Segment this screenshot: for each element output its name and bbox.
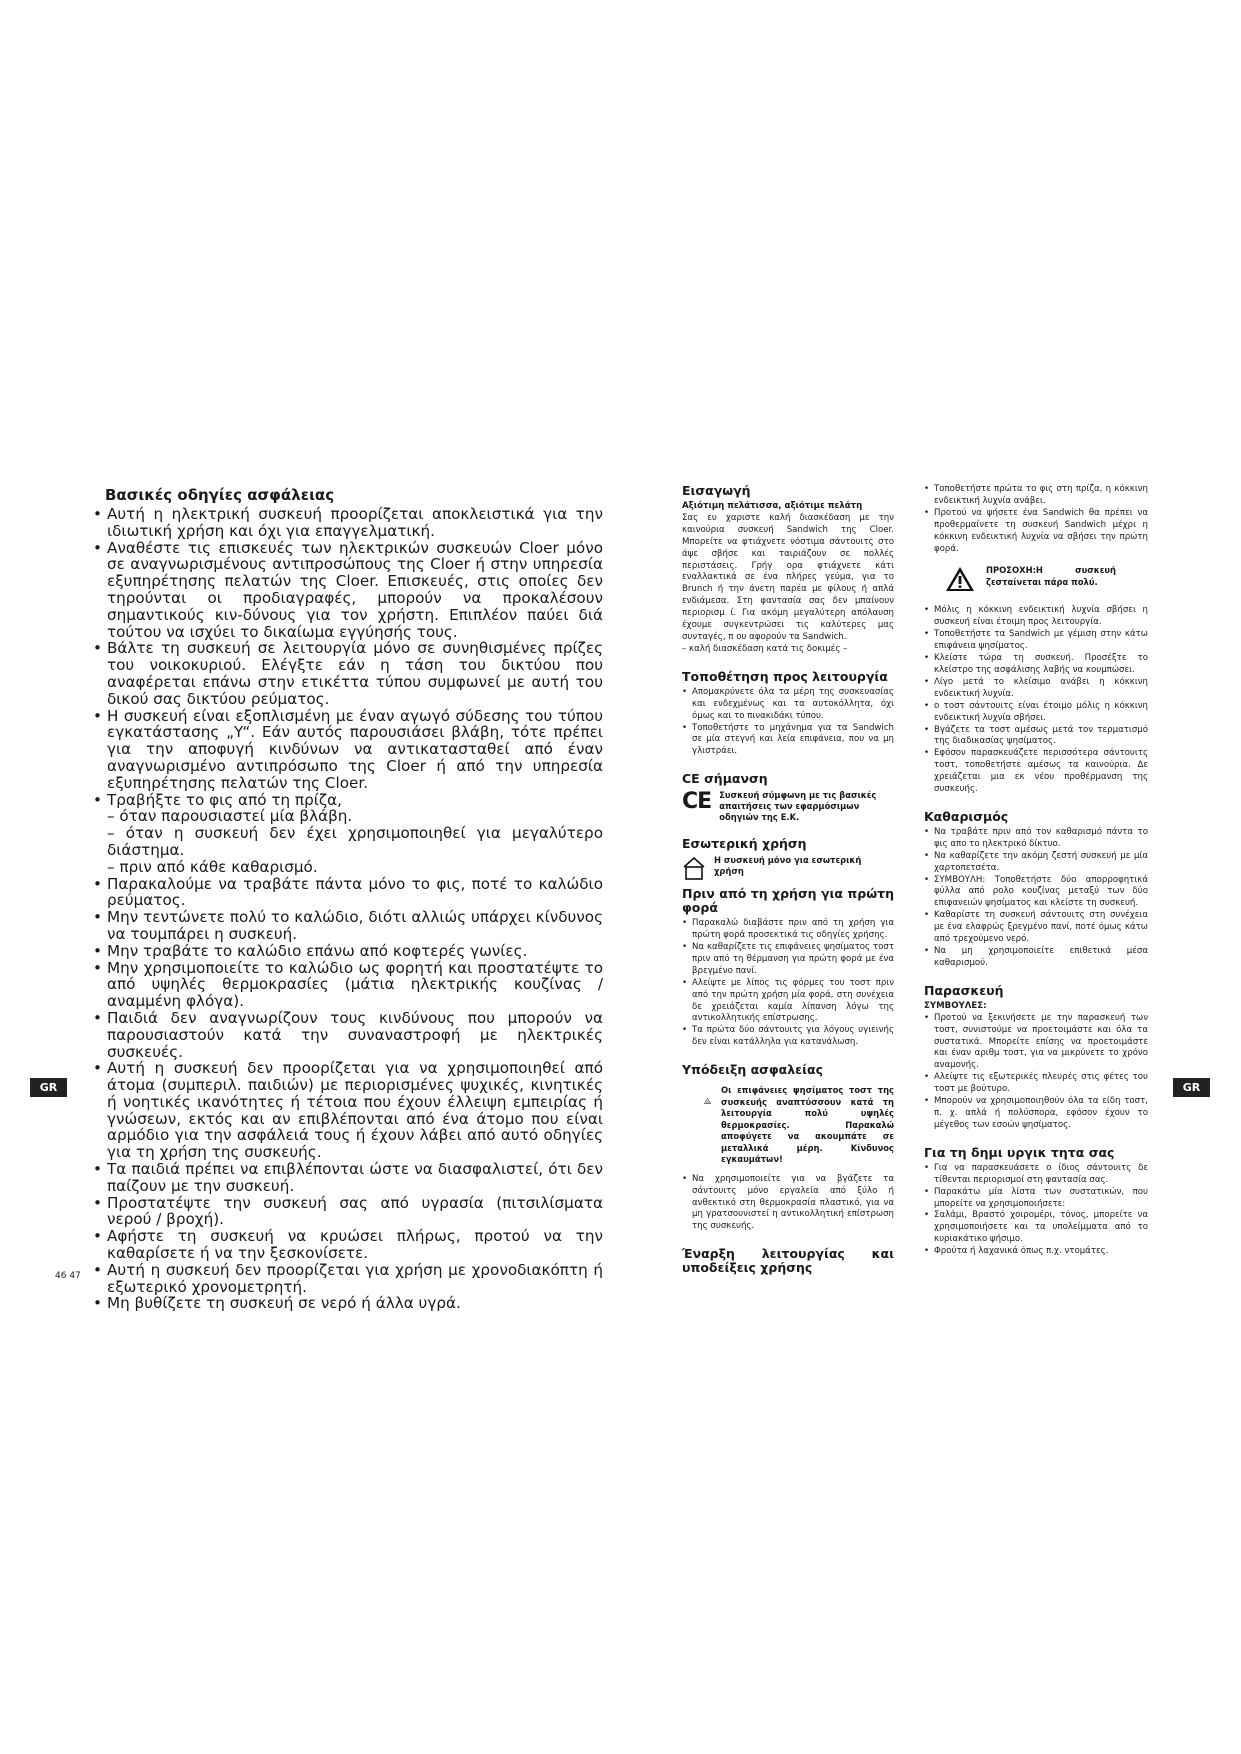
creativity-title: Για τη δημι υργικ τητα σας: [924, 1144, 1115, 1160]
safety-item: • Αυτή η συσκευή δεν προορίζεται για χρήση με χρονοδιακόπτη ή εξωτερικό χρονομετρητή.: [93, 1262, 603, 1296]
start-list-2: [924, 605, 1148, 796]
safety-list: [93, 506, 603, 1312]
safety-item: • Αυτή η συσκευή δεν προορίζεται για να χρησιμοποιηθεί από άτομα (συμπεριλ. παιδιών) με περιορισμένες ψυχικές, κινητικές ή νοητικές ικανότητες ή τέτοια που έχουν έλλειψη εμπειρίας ή γνώσεων, εκτός και αν επιβλέπονται από ένα άτομο που είναι αρμόδιο για την ασφάλειά τους ή έχουν λάβει από αυτό οδηγίες για τη χρήση της συσκευής.: [93, 1060, 603, 1161]
list-item: • Να μη χρησιμοποιείτε επιθετικά μέσα καθαρισμού.: [924, 946, 1148, 970]
list-item: • Προτού να ξεκινήσετε με την παρασκευή των τοστ, συνιστούμε να προετοιμάστε και όλα τα συστατικά. Μπορείτε επίσης να προετοιμάστε και έναν αριθμ τοστ, για να μικρύνετε το χρόνο αναμονής.: [924, 1013, 1148, 1073]
unplug-case: – πριν από κάθε καθαρισμό.: [107, 857, 318, 876]
prep-title: Παρασκευή: [924, 982, 1004, 998]
safety-item: • Τα παιδιά πρέπει να επιβλέπονται ώστε να διασφαλιστεί, ότι δεν παίζουν με την συσκευή.: [93, 1161, 603, 1195]
list-item: • Μόλις η κόκκινη ενδεικτική λυχνία σβήσει η συσκευή είναι έτοιμη προς λειτουργία.: [924, 605, 1148, 629]
warning-triangle-icon: [944, 565, 976, 593]
intro-greeting: Αξιότιμη πελάτισσα, αξιότιμε πελάτη: [682, 501, 863, 511]
placement-list: [682, 687, 894, 758]
hot-surface-text: Οι επιφάνειες ψησίματος τοστ της συσκευής αναπτύσσουν κατά τη λειτουργία πολύ υψηλές θερμοκρασίες. Παρακαλώ αποφύγετε να ακουμπάτε σε μεταλλικά μέρη. Κίνδυνος εγκαυμάτων!: [721, 1085, 894, 1165]
first-use-list: [682, 918, 894, 1049]
safety-item-unplug: [93, 792, 603, 876]
list-item: • Μπορούν να χρησιμοποιηθούν όλα τα είδη τοστ, π. χ. απλά ή πολύσπορα, εφόσον έχουν το μέγεθος των εσοών ψησίματος.: [924, 1096, 1148, 1132]
list-item: • Κλείστε τώρα τη συσκευή. Προσέξτε το κλείστρο της ασφάλισης λαβής να κουμπώσει.: [924, 653, 1148, 677]
list-item: • Τοποθετήστε πρώτα το φις στη πρίζα, η κόκκινη ενδεικτική λυχνία ανάβει.: [924, 484, 1148, 508]
column-2: [924, 484, 1148, 1258]
house-icon: [682, 855, 706, 881]
start-title: Έναρξη λειτουργίας και υποδείξεις χρήσης: [682, 1246, 894, 1276]
page-number: 46 47: [55, 1271, 81, 1281]
safety-item: • Μην τραβάτε το καλώδιο επάνω από κοφτερές γωνίες.: [93, 943, 603, 960]
cleaning-title: Καθαρισμός: [924, 808, 1009, 824]
list-item: • Λίγο μετά το κλείσιμο ανάβει η κόκκινη ενδεικτική λυχνία.: [924, 677, 1148, 701]
safety-item: • Μην χρησιμοποιείτε το καλώδιο ως φορητή και προστατέψτε το από υψηλές θερμοκρασίες (μάτια ηλεκτρικής κουζίνας / αναμμένη φλόγα).: [93, 960, 603, 1010]
list-item: • Σαλάμι, Βραστό χοιρομέρι, τόνος, μπορείτε να χρησιμοποιήσετε και τα υπολείμματα από το κυριακάτικο ψήσιμο.: [924, 1210, 1148, 1246]
list-item: • ΣΥΜΒΟΥΛΗ: Τοποθετήστε δύο απορροφητικά φύλλα από ρολο κουζίνας μεταξύ των δύο επιφανειών ψησίματος και κλείστε τη συσκευή.: [924, 875, 1148, 911]
attention-text: ΠΡΟΣΟΧΗ:Η συσκευή ζεσταίνεται πάρα πολύ.: [986, 565, 1116, 587]
safety-hint-title: Υπόδειξη ασφαλείας: [682, 1062, 824, 1078]
list-item: • Απομακρύνετε όλα τα μέρη της συσκευασίας και ενδεχμένως και τα αυτοκόλλητα, όχι όμως και το πινακιδάκι τύπου.: [682, 687, 894, 723]
safety-item: • Παιδιά δεν αναγνωρίζουν τους κινδύνους που μπορούν να παρουσιαστούν κατά την συναναστροφή με ηλεκτρικές συσκευές.: [93, 1010, 603, 1060]
list-item: • Τα πρώτα δύο σάντουιτς για λόγους υγιεινής δεν είναι κατάλληλα για κατανάλωση.: [682, 1025, 894, 1049]
ce-title: CE σήμανση: [682, 771, 768, 787]
language-tab-right: GR: [1173, 1078, 1210, 1097]
list-item: • Να καθαρίζετε τις επιφάνειες ψησίματος τοστ πριν από τη θέρμανση για πρώτη φορά με ένα βρεγμένο πανί.: [682, 942, 894, 978]
list-item: • Βγάζετε τα τοστ αμέσως μετά τον τερματισμό της διαδικασίας ψησίματος.: [924, 725, 1148, 749]
ce-block: [682, 790, 894, 823]
prep-list: [924, 1013, 1148, 1132]
creativity-list: [924, 1163, 1148, 1258]
hot-surface-warning-icon: [704, 1085, 711, 1117]
list-item: • Καθαρίστε τη συσκευή σάντουιτς στη συνέχεια με ένα ελαφρώς ξρεγμένο πανί, ποτέ όμως κάτω από τρεχούμενο νερό.: [924, 910, 1148, 946]
list-item: • Να καθαρίζετε την ακόμη ζεστή συσκευή με μία χαρτοπετσέτα.: [924, 851, 1148, 875]
list-item: • Παρακαλώ διαβάστε πριν από τη χρήση για πρώτη φορά προσεκτικά τις οδηγίες χρήσης.: [682, 918, 894, 942]
safety-item: • Προστατέψτε την συσκευή σας από υγρασία (πιτσιλίσματα νερού / βροχή).: [93, 1195, 603, 1229]
attention-block: [944, 565, 1148, 593]
list-item: • Προτού να ψήσετε ένα Sandwich θα πρέπει να προθερμαίνετε τη συσκευή Sandwich μέχρι η κόκκινη ενδεικτική λυχνία να σβήσει την πρώτη φορά.: [924, 508, 1148, 556]
list-item: • Εφόσον παρασκευάζετε περισσότερα σάντουιτς τοστ, τοποθετήστε αμέσως τα καινούρια. Δε χρειάζεται μια εκ νέου προθέρμανση της συσκευής.: [924, 748, 1148, 796]
hot-surface-block: [704, 1085, 894, 1166]
unplug-case: – όταν η συσκευή δεν έχει χρησιμοποιηθεί για μεγαλύτερο διάστημα.: [107, 824, 603, 859]
list-item: • Φρούτα ή λαχανικά όπως π.χ. ντομάτες.: [924, 1246, 1148, 1258]
prep-subtitle: ΣΥΜΒΟΥΛΕΣ:: [924, 1000, 987, 1011]
safety-item: • Βάλτε τη συσκευή σε λειτουργία μόνο σε συνηθισμένες πρίζες του νοικοκυριού. Ελέγξτε εάν η τάση του δικτύου που αναφέρεται επάνω στην ετικέττα τύπου συμφωνεί με αυτή του δικού σας δικτύου ρεύματος.: [93, 640, 603, 707]
language-tab-left: GR: [30, 1078, 67, 1097]
list-item: • Τοποθετήστε τα Sandwich με γέμιση στην κάτω επιφάνεια ψησίματος.: [924, 629, 1148, 653]
unplug-case: – όταν παρουσιαστεί μία βλάβη.: [107, 807, 353, 826]
placement-title: Τοποθέτηση προς λειτουργία: [682, 668, 888, 684]
safety-instructions-section: [93, 486, 603, 1312]
cleaning-list: [924, 827, 1148, 970]
safety-item: • Αφήστε τη συσκευή να κρυώσει πλήρως, προτού να την καθαρίσετε ή να την ξεσκονίσετε.: [93, 1228, 603, 1262]
list-item: • ο τοστ σάντουιτς είναι έτοιμο μόλις η κόκκινη ενδεικτική λυχνία σβήσει.: [924, 701, 1148, 725]
list-item: • Τοποθετήστε το μηχάνημα για τα Sandwich σε μία στεγνή και λεία επιφάνεια, που να μη γλιστράει.: [682, 723, 894, 759]
safety-hint-list: [682, 1174, 894, 1234]
indoor-text: Η συσκευή μόνο για εσωτερική χρήση: [713, 855, 862, 877]
first-use-title: Πριν από τη χρήση για πρώτη φορά: [682, 886, 894, 916]
indoor-block: [682, 855, 894, 881]
list-item: • Να χρησιμοποιείτε για να βγάζετε τα σάντουιτς μόνο εργαλεία από ξύλο ή ανθεκτικό στη θερμοκρασία πλαστικό, για να μη γρατσουνιστεί η αντικολλητική επίστρωση της συσκευής.: [682, 1174, 894, 1234]
safety-instructions-title: Βασικές οδηγίες ασφάλειας: [105, 486, 335, 504]
intro-sign: – καλή διασκέδαση κατά τις δοκιμές –: [682, 643, 848, 654]
safety-item: • Μην τεντώνετε πολύ το καλώδιο, διότι αλλιώς υπάρχει κίνδυνος να τουμπάρει η συσκευή.: [93, 909, 603, 943]
list-item: • Παρακάτω μία λίστα των συστατικών, που μπορείτε να χρησιμοποιήσετε:: [924, 1187, 1148, 1211]
safety-item: • Αυτή η ηλεκτρική συσκευή προορίζεται αποκλειστικά για την ιδιωτική χρήση και όχι για επαγγελματική.: [93, 506, 603, 540]
ce-text: Συσκευή σύμφωνη με τις βασικές απαιτήσεις των εφαρμόσιμων οδηγιών της Ε.Κ.: [719, 790, 877, 823]
list-item: • Αλείψτε τις εξωτερικές πλευρές στις φέτες του τοστ με βούτυρο.: [924, 1072, 1148, 1096]
safety-item: • Παρακαλούμε να τραβάτε πάντα μόνο το φις, ποτέ το καλώδιο ρεύματος.: [93, 876, 603, 910]
safety-item: • Η συσκευή είναι εξοπλισμένη με έναν αγωγό σύδεσης του τύπου εγκατάστασης „Y“. Εάν αυτός παρουσιάσει βλάβη, τότε πρέπει για την αποφυγή κινδύνων να αντικατασταθεί από έναν αναγνωρισμένο αντιπρόσωπο της Cloer ή από την υπηρεσία εξυπηρέτησης πελατών της Cloer.: [93, 708, 603, 792]
safety-item: • Μη βυθίζετε τη συσκευή σε νερό ή άλλα υγρά.: [93, 1295, 603, 1312]
intro-text: Σας ευ χαριστε καλή διασκέδαση με την καινούρια συσκευή Sandwich της Cloer. Μπορείτε να φτιάχνετε νόστιμα σάντουιτς στο άψε σβήσε και ταιριάζουν σε πολλές περιστάσεις. Γρήγ ορα φτιάχνετε κάτι εναλλακτικά σε ένα πλήρες γεύμα, για το Brunch ή την άνετη παρέα με φίλους ή απλά ενδιάμεσα. Στη φαντασία σας δεν μπαίνουν περιορισμ ί. Για ακόμη μεγαλύτερη απόλαυση έχουμε συγκεντρώσει τις καλύτερες μας συνταγές, π ου αφορούν τα Sandwich.: [682, 512, 894, 642]
column-1: [682, 484, 894, 1278]
indoor-title: Εσωτερική χρήση: [682, 836, 807, 852]
ce-mark-icon: CE: [682, 789, 712, 815]
unplug-lead: • Τραβήξτε το φις από τη πρίζα,: [107, 790, 342, 809]
list-item: • Αλείψτε με λίπος τις φόρμες του τοστ πριν από την πρώτη χρήση μία φορά, στη συνέχεια δε χρειάζεται καμία λίπανση λόγω της αντικολλητικής επίστρωσης.: [682, 978, 894, 1026]
start-list: [924, 484, 1148, 555]
safety-item: • Αναθέστε τις επισκευές των ηλεκτρικών συσκευών Cloer μόνο σε αναγνωρισμένους αντιπροσώπους της Cloer ή στην υπηρεσία εξυπηρέτησης πελατών της Cloer. Επισκευές, στις οποίες δεν τηρούνται οι προδιαγραφές, μπορούν να προκαλέσουν σημαντικούς κιν-δύνους για τον χρήστη. Επιπλέον παύει διά τούτου να ισχύει το δικαίωμα εγγύησής τους.: [93, 540, 603, 641]
intro-title: Εισαγωγή: [682, 483, 751, 498]
list-item: • Να τραβάτε πριν από τον καθαρισμό πάντα το φις απο το ηλεκτρικό δίκτυο.: [924, 827, 1148, 851]
list-item: • Για να παρασκευάσετε ο ίδιος σάντουιτς δε τίθενται περιορισμοί στη φαντασία σας.: [924, 1163, 1148, 1187]
